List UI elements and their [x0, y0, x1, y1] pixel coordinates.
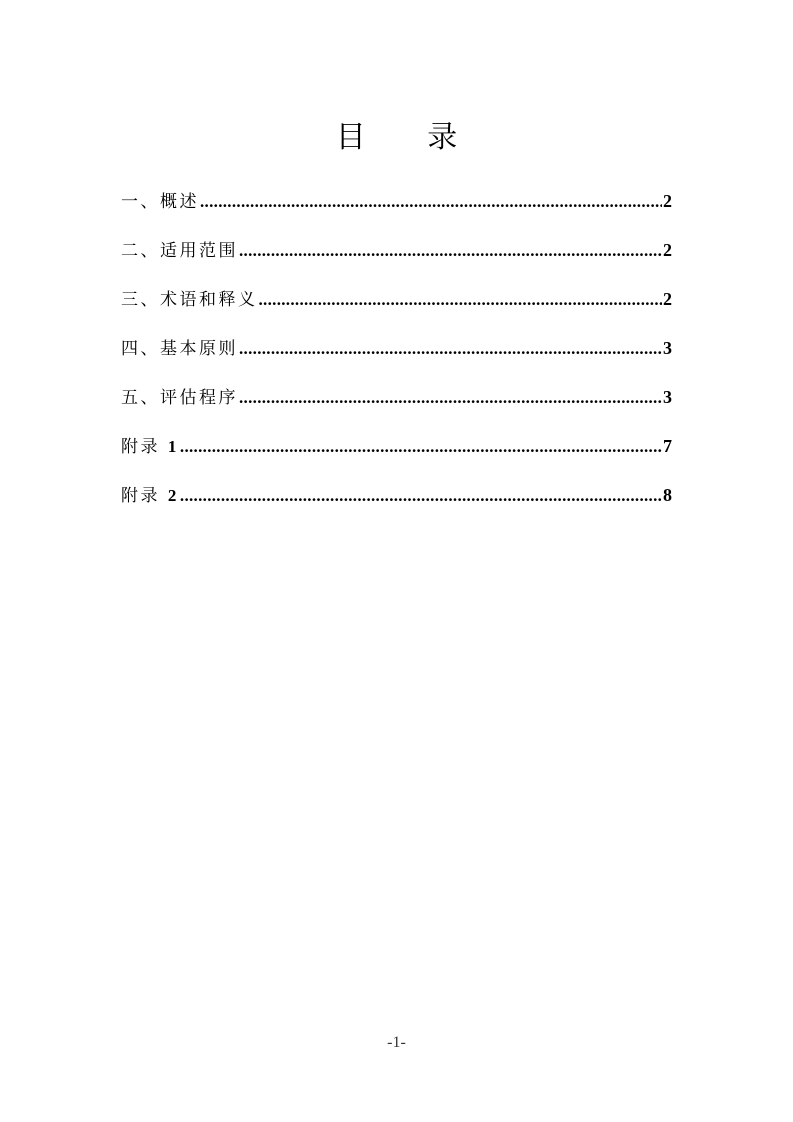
toc-entry-terms[interactable] — [121, 282, 672, 331]
toc-entry-label: 四、基本原则 — [121, 339, 238, 359]
toc-entry-label-number: 2 — [167, 486, 179, 505]
toc-entry-label-text: 附录 — [121, 486, 160, 506]
toc-dot-leader — [200, 185, 662, 219]
toc-page-number: 3 — [663, 387, 672, 407]
toc-entry-label: 五、评估程序 — [121, 388, 238, 408]
toc-entry-label: 二、适用范围 — [121, 241, 238, 261]
toc-page-number: 8 — [663, 485, 672, 505]
toc-page-number: 2 — [663, 289, 672, 309]
toc-entry-label-number: 1 — [167, 437, 179, 456]
page-number-footer: -1- — [387, 1034, 406, 1051]
toc-entry-label: 三、术语和释义 — [121, 290, 258, 310]
toc-page-number: 3 — [663, 338, 672, 358]
toc-dot-leader — [239, 234, 662, 268]
toc-entry-appendix-2[interactable] — [121, 478, 672, 527]
toc-entry-procedure[interactable] — [121, 380, 672, 429]
page-title: 目 录 — [335, 120, 484, 155]
toc-entry-label — [121, 479, 179, 513]
toc-entry-scope[interactable] — [121, 233, 672, 282]
toc-dot-leader — [239, 381, 662, 415]
toc-dot-leader — [239, 332, 662, 366]
toc-dot-leader — [180, 430, 662, 464]
toc-page-number: 2 — [663, 240, 672, 260]
table-of-contents — [121, 184, 672, 527]
toc-entry-label-text: 附录 — [121, 437, 160, 457]
toc-entry-label: 一、概述 — [121, 192, 199, 212]
toc-entry-appendix-1[interactable] — [121, 429, 672, 478]
toc-entry-overview[interactable] — [121, 184, 672, 233]
toc-page-number: 7 — [663, 436, 672, 456]
toc-entry-principles[interactable] — [121, 331, 672, 380]
toc-dot-leader — [180, 479, 662, 513]
toc-dot-leader — [259, 283, 663, 317]
toc-page-number: 2 — [663, 191, 672, 211]
toc-entry-label — [121, 430, 179, 464]
